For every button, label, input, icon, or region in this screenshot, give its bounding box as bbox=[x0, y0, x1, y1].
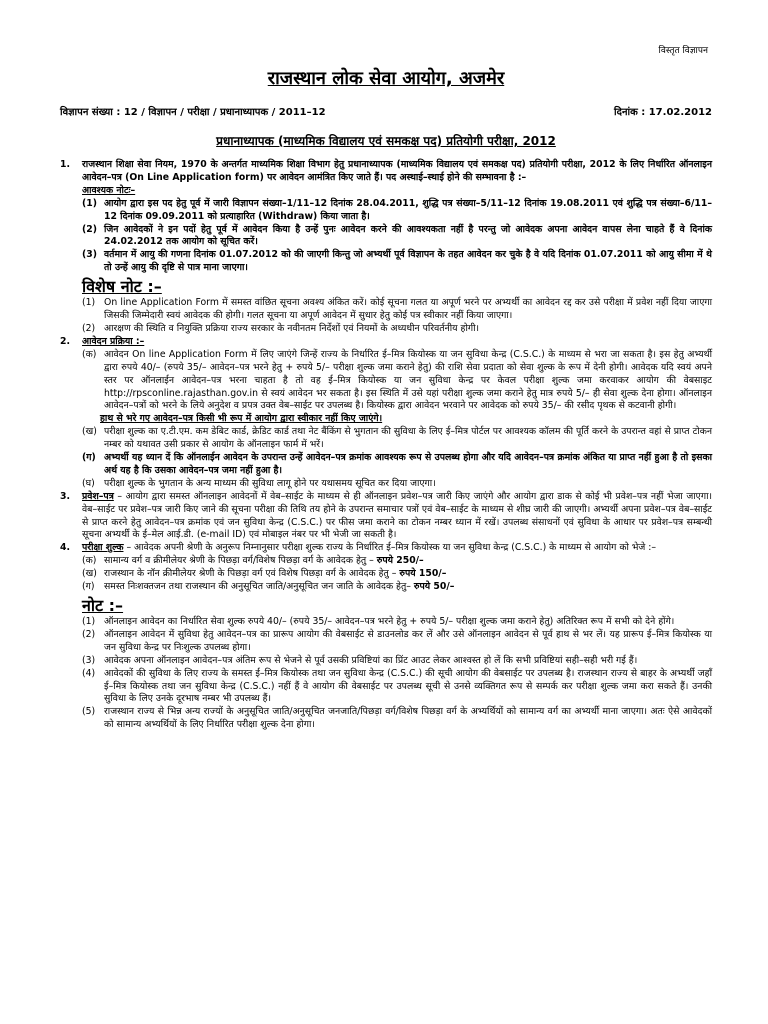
page-title: राजस्थान लोक सेवा आयोग, अजमेर bbox=[267, 68, 505, 89]
section-3-text: – आयोग द्वारा समस्त ऑनलाइन आवेदनों में वेब–साईट के माध्यम से ही ऑनलाइन प्रवेश–पत्र जारी किए जाएंगे और आयोग द्वारा डाक से कोई भी प्रवेश–पत्र नहीं भेजा जाएगा। वेब–साईट पर प्रवेश–पत्र जारी किए जाने की सूचना परीक्षा की तिथि तय होने के उपरान्त समाचार पत्रों एवं वेब–साईट के माध्यम से शीघ्र जारी की जाएगी। अभ्यर्थी अपना प्रवेश–पत्र वेब–साईट से प्राप्त करने हेतु आवेदन–पत्र क्रमांक एवं जन सुविधा केन्द्र (C.S.C.) पर फीस जमा कराने का टोकन नम्बर ध्यान में रखें। उपलब्ध संसाधनों एवं सुविधा के आधार पर प्रवेश–पत्र सम्बन्धी सूचना अभ्यर्थी के ई–मेल आई.डी. (e-mail ID) एवं मोबाइल नंबर पर भी भेजी जा सकती है। bbox=[82, 490, 712, 541]
section-2: 2. आवेदन प्रक्रिया :– bbox=[60, 335, 145, 347]
fee-row: (ग) समस्त निःशक्तजन तथा राजस्थान की अनुसूचित जाति/अनुसूचित जन जाति के आवेदक हेतु– रुपये 50/– bbox=[82, 581, 455, 593]
section-3: 3. प्रवेश–पत्र – आयोग द्वारा समस्त ऑनलाइन आवेदनों में वेब–साईट के माध्यम से ही ऑनलाइन प्रवेश–पत्र जारी किए जाएंगे और आयोग द्वारा डाक से कोई भी प्रवेश–पत्र नहीं भेजा जाएगा। वेब–साईट पर प्रवेश–पत्र जारी किए जाने की सूचना परीक्षा की तिथि तय होने के उपरान्त समाचार पत्रों एवं वेब–साईट के माध्यम से शीघ्र जारी की जाएगी। अभ्यर्थी अपना प्रवेश–पत्र वेब–साईट से प्राप्त करने हेतु आवेदन–पत्र क्रमांक एवं जन सुविधा केन्द्र (C.S.C.) पर फीस जमा कराने का टोकन नम्बर ध्यान में रखें। उपलब्ध संसाधनों एवं सुविधा के आधार पर प्रवेश–पत्र सम्बन्धी सूचना अभ्यर्थी के ई–मेल आई.डी. (e-mail ID) एवं मोबाइल नंबर पर भी भेजी जा सकती है। bbox=[60, 490, 712, 541]
section-heading: प्रवेश–पत्र bbox=[82, 490, 114, 502]
list-item: (घ) परीक्षा शुल्क के भुगतान के अन्य माध्यम की सुविधा लागू होने पर यथासमय सूचित कर दिया जाएगा। bbox=[82, 477, 436, 489]
ad-meta-row bbox=[60, 104, 712, 118]
section-1 bbox=[60, 159, 712, 275]
list-item: (2) आरक्षण की स्थिति व नियुक्ति प्रक्रिया राज्य सरकार के नवीनतम निर्देशों एवं नियमों के अध्यधीन परिवर्तनीय होगी। bbox=[82, 322, 480, 334]
list-item: (क) आवेदन On line Application Form में लिए जाएंगे जिन्हें राज्य के निर्धारित ई–मित्र कियोस्क या जन सुविधा केन्द्र (C.S.C.) के माध्यम से भरा जा सकता है। इस हेतु अभ्यर्थी द्वारा रुपये 40/– (रुपये 35/– आवेदन–पत्र भरने हेतु + रुपये 5/– परीक्षा शुल्क जमा कराने हेतु) की राशि सेवा प्रदाता को सेवा शुल्क के रूप में देनी होगी। आवेदक यदि स्वयं अपने स्तर पर ऑनलाईन आवेदन–पत्र भरना चाहता है तो वह ई–मित्र कियोस्क या जन सुविधा केन्द्र पर केवल परीक्षा शुल्क जमा करवाकर आयोग की वेबसाइट http://rpsconline.rajasthan.gov.in से स्वयं आवेदन भर सकता है। इस स्थिति में उसे यहां परीक्षा शुल्क जमा कराने हेतु मात्र रुपये 5/– ही सेवा शुल्क देना होगा। ऑनलाइन आवेदन–पत्रों को भरने के लिये अनुदेश व प्रपत्र उक्त वेब–साईट पर उपलब्ध है। कियोस्क द्वारा आवेदन भरवाने पर आवेदक को रुपये 35/– की रसीद पृथक से कटवानी होगी। bbox=[82, 348, 712, 412]
section-4: 4. परीक्षा शुल्क – आवेदक अपनी श्रेणी के अनुरूप निम्नानुसार परीक्षा शुल्क राज्य के निर्धारित ई–मित्र कियोस्क या जन सुविधा केन्द्र (C.S.C.) के माध्यम से आयोग को भेजे :– bbox=[60, 542, 657, 554]
ad-date: दिनांक : 17.02.2012 bbox=[614, 107, 712, 118]
section-4-text: – आवेदक अपनी श्रेणी के अनुरूप निम्नानुसार परीक्षा शुल्क राज्य के निर्धारित ई–मित्र कियोस्क या जन सुविधा केन्द्र (C.S.C.) के माध्यम से आयोग को भेजे :– bbox=[126, 542, 657, 554]
list-item: (4) आवेदकों की सुविधा के लिए राज्य के समस्त ई–मित्र कियोस्क तथा जन सुविधा केन्द्र (C.S.C.) की सूची आयोग की वेबसाईट पर उपलब्ध है। राजस्थान राज्य से बाहर के अभ्यर्थी जहाँ ई–मित्र कियोस्क तथा जन सुविधा केन्द्र (C.S.C.) नहीं हैं वे आयोग की वेबसाईट पर उपलब्ध सूची से उनसे व्यक्तिगत रूप से सम्पर्क कर परीक्षा शुल्क जमा करा सकते हैं। उनकी सुविधा के लिए उनके दूरभाष नम्बर भी उपलब्ध हैं। bbox=[82, 667, 712, 705]
section-1-text: राजस्थान शिक्षा सेवा नियम, 1970 के अन्तर्गत माध्यमिक शिक्षा विभाग हेतु प्रधानाध्यापक (माध्यमिक विद्यालय एवं समकक्ष पद) प्रतियोगी परीक्षा, 2012 के लिए निर्धारित ऑनलाइन आवेदन–पत्र (On Line Application form) पर आवेदन आमंत्रित किए जाते हैं। पद अस्थाई–स्थाई होने की सम्भावना है :– bbox=[82, 159, 712, 183]
list-item: (ख) परीक्षा शुल्क का ए.टी.एम. कम डेबिट कार्ड, क्रेडिट कार्ड तथा नेट बैंकिंग से भुगतान की सुविधा के लिए ई–मित्र पोर्टल पर आवश्यक कॉलम की पूर्ति करने के उपरान्त वहां से प्राप्त टोकन नम्बर को यथावत उसी प्रकार से आयोग के ऑनलाइन फार्म में भरें। bbox=[82, 426, 712, 451]
list-item: (2) जिन आवेदकों ने इन पदों हेतु पूर्व में आवेदन किया है उन्हें पुनः आवेदन करने की आवश्यकता नहीं है परन्तु जो आवेदक अपना आवेदन वापस लेना चाहते हैं वे दिनांक 24.02.2012 तक आयोग को सूचित करें। bbox=[82, 223, 712, 248]
list-item: (3) वर्तमान में आयु की गणना दिनांक 01.07.2012 को की जाएगी किन्तु जो अभ्यर्थी पूर्व विज्ञापन के तहत आवेदन कर चुके है वे यदि दिनांक 01.07.2011 को आयु सीमा में थे तो उन्हें आयु की दृष्टि से पात्र माना जाएगा। bbox=[82, 249, 712, 274]
ad-number: विज्ञापन संख्या : 12 / विज्ञापन / परीक्षा / प्रधानाध्यापक / 2011–12 bbox=[60, 107, 326, 118]
list-item: (3) आवेदक अपना ऑनलाइन आवेदन–पत्र अंतिम रूप से भेजने से पूर्व उसकी प्रविष्टियां का प्रिंट आउट लेकर आश्वस्त हो लें कि सभी प्रविष्टियां सही–सही भरी गई हैं। bbox=[82, 654, 638, 666]
list-item: (1) आयोग द्वारा इस पद हेतु पूर्व में जारी विज्ञापन संख्या–1/11–12 दिनांक 28.04.2011, शुद्धि पत्र संख्या–5/11–12 दिनांक 19.08.2011 एवं शुद्धि पत्र संख्या–6/11–12 दिनांक 09.09.2011 को प्रत्याहारित (Withdraw) किया जाता है। bbox=[82, 197, 712, 222]
list-item: (1) ऑनलाइन आवेदन का निर्धारित सेवा शुल्क रुपये 40/– (रुपये 35/– आवेदन–पत्र भरने हेतु + रुपये 5/– परीक्षा शुल्क जमा कराने हेतु) अतिरिक्त रूप में सभी को देने होंगे। bbox=[82, 616, 675, 627]
section-heading: आवेदन प्रक्रिया :– bbox=[82, 335, 145, 347]
section-number: 1. bbox=[60, 159, 71, 170]
fee-row: (ख) राजस्थान के नॉन क्रीमीलेयर श्रेणी के पिछड़ा वर्ग एवं विशेष पिछड़ा वर्ग के आवेदक हेतु – रुपये 150/– bbox=[82, 568, 447, 580]
list-item: (5) राजस्थान राज्य से भिन्न अन्य राज्यों के अनुसूचित जाति/अनुसूचित जनजाति/पिछड़ा वर्ग/विशेष पिछड़ा वर्ग के अभ्यर्थियों को सामान्य वर्ग का अभ्यर्थी माना जाएगा। अतः ऐसे आवेदकों को सामान्य अभ्यर्थियों के लिए निर्धारित परीक्षा शुल्क देना होगा। bbox=[82, 706, 712, 731]
list-item: (2) ऑनलाइन आवेदन में सुविधा हेतु आवेदन–पत्र का प्रारूप आयोग की वेबसाईट से डाउनलोड कर लें और उसे ऑनलाइन आवेदन से पूर्व हाथ से भर लें। यह प्रारूप ई–मित्र कियोस्क या जन सुविधा केन्द्र पर निःशुल्क उपलब्ध होगा। bbox=[82, 628, 712, 653]
section-heading: परीक्षा शुल्क bbox=[82, 542, 124, 554]
notes-heading: नोट :– bbox=[82, 596, 124, 615]
corner-label: विस्तृत विज्ञापन bbox=[658, 46, 708, 56]
important-line: हाथ से भरे गए आवेदन–पत्र किसी भी रूप में आयोग द्वारा स्वीकार नहीं किए जाएंगे। bbox=[100, 413, 383, 425]
fee-row: (क) सामान्य वर्ग व क्रीमीलेयर श्रेणी के पिछड़ा वर्ग/विशेष पिछड़ा वर्ग के आवेदक हेतु – रुपये 250/– bbox=[82, 555, 424, 567]
special-notes-heading: विशेष नोट :– bbox=[82, 277, 162, 297]
exam-title: प्रधानाध्यापक (माध्यमिक विद्यालय एवं समकक्ष पद) प्रतियोगी परीक्षा, 2012 bbox=[216, 134, 556, 148]
list-item: (ग) अभ्यर्थी यह ध्यान दें कि ऑनलाईन आवेदन के उपरान्त उन्हें आवेदन–पत्र क्रमांक आवश्यक रूप से उपलब्ध होगा और यदि आवेदन–पत्र क्रमांक अंकित या प्राप्त नहीं हुआ है तो इसका अर्थ यह है कि उसका आवेदन–पत्र जमा नहीं हुआ है। bbox=[82, 452, 712, 476]
notes-heading: आवश्यक नोटः– bbox=[82, 184, 136, 196]
list-item: (1) On line Application Form में समस्त वांछित सूचना अवश्य अंकित करें। कोई सूचना गलत या अपूर्ण भरने पर अभ्यर्थी का आवेदन रद्द कर उसे परीक्षा में प्रवेश नहीं दिया जाएगा जिसकी जिम्मेदारी स्वयं आवेदक की होगी। गलत सूचना या अपूर्ण आवेदन में सुधार हेतु कोई पत्र स्वीकार नहीं किया जाएगा। bbox=[82, 297, 712, 322]
